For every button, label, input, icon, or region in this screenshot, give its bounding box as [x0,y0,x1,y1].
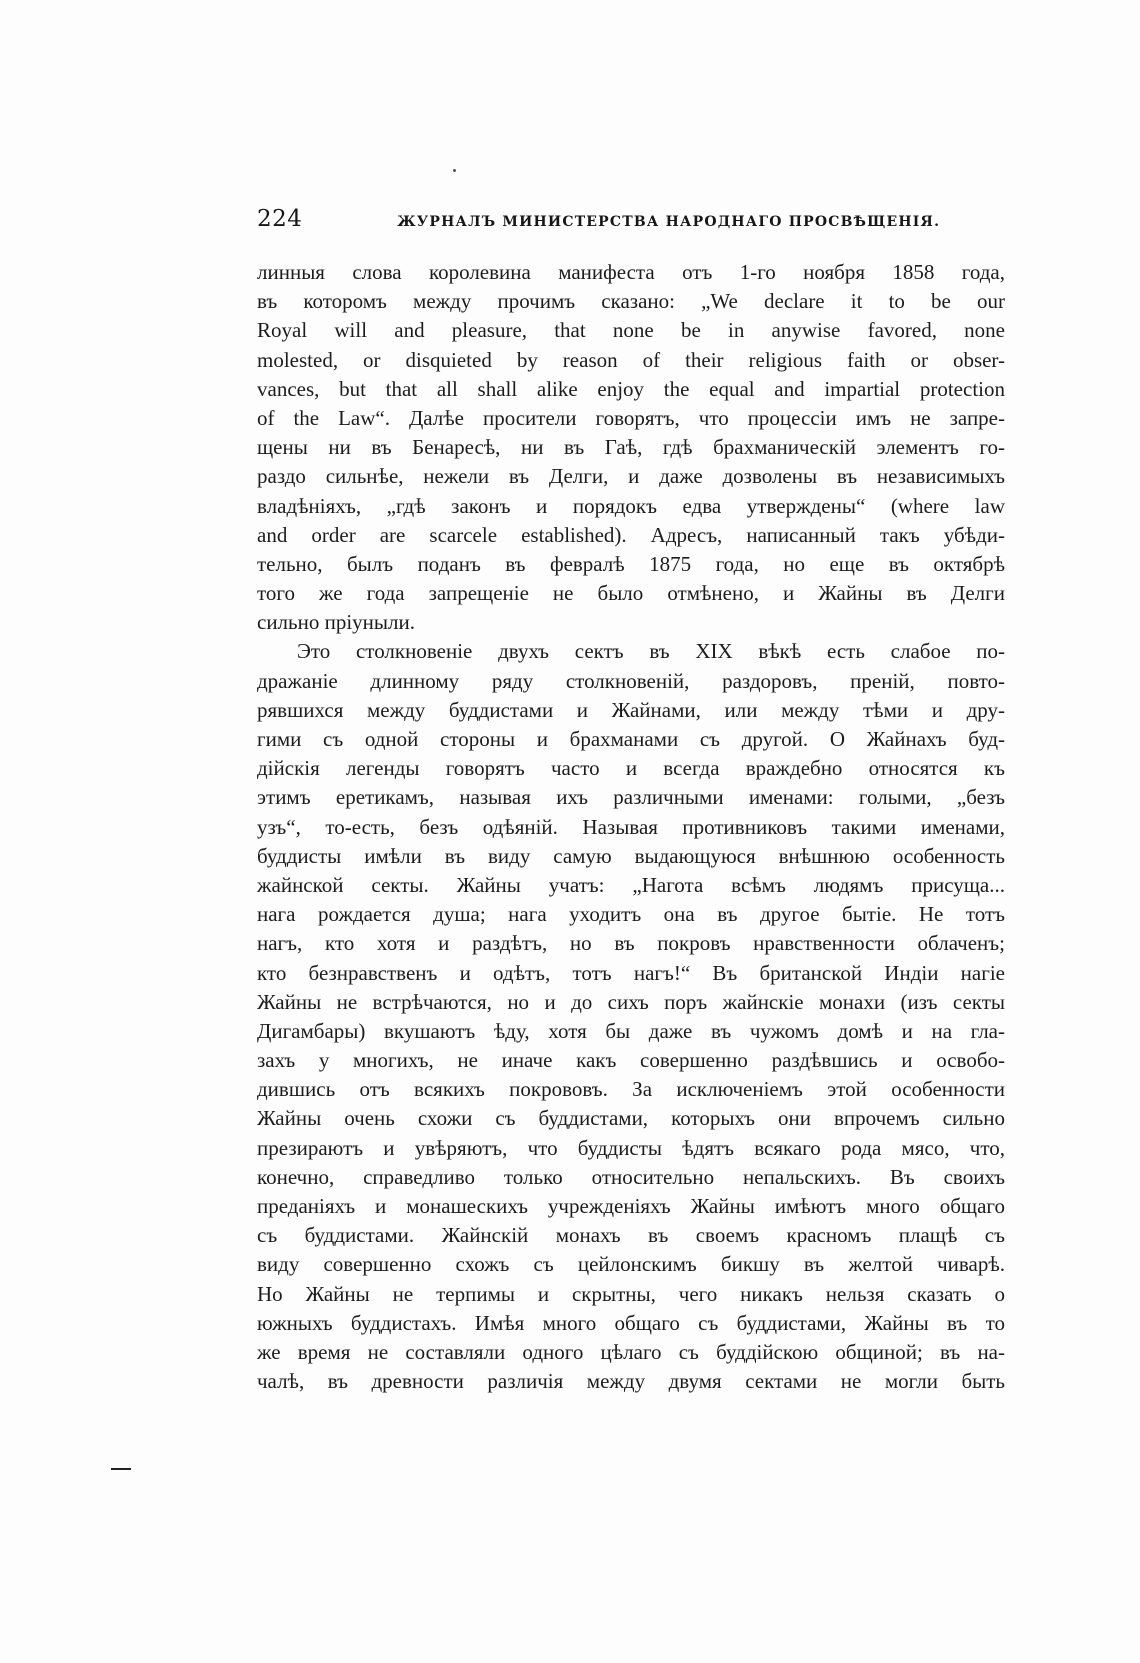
text-line: дражаніе длинному ряду столкновеній, раздоровъ, преній, повто- [257,668,1005,693]
text-line: щены ни въ Бенаресѣ, ни въ Гаѣ, гдѣ брахманическій элементъ го- [257,435,1005,460]
text-line: преданіяхъ и монашескихъ учрежденіяхъ Жайны имѣютъ много общаго [257,1194,1005,1218]
page-number: 224 [257,206,303,232]
paragraph-start-line: Это столкновеніе двухъ сектъ въ XIX вѣкѣ есть слабое по- [297,639,1005,664]
text-line: of the Law“. Далѣе просители говорятъ, что процессіи имъ не запре- [257,405,1005,430]
text-line: Жайны не встрѣчаются, но и до сихъ поръ жайнскіе монахи (изъ секты [257,989,1005,1014]
text-line: Жайны очень схожи съ буддистами, которыхъ они впрочемъ сильно [257,1106,1005,1131]
text-line: чалѣ, въ древности различія между двумя сектами не могли быть [257,1369,1005,1394]
text-line: этимъ еретикамъ, называя ихъ различными именами: голыми, „безъ [257,785,1005,810]
text-line: же время не составляли одного цѣлаго съ буддійскою общиной; въ на- [257,1339,1005,1364]
text-line: буддисты имѣли въ виду самую выдающуюся внѣшнюю особенность [257,843,1005,868]
text-line: and order are scarcele established). Адресъ, написанный такъ убѣди- [257,522,1005,547]
text-line: южныхъ буддистахъ. Имѣя много общаго съ буддистами, Жайны въ то [257,1310,1005,1335]
text-line: Дигамбары) вкушаютъ ѣду, хотя бы даже въ чужомъ домѣ и на гла- [257,1018,1005,1043]
text-line: Royal will and pleasure, that none be in anywise favored, none [257,318,1005,343]
text-line: дившись отъ всякихъ покрововъ. За исключеніемъ этой особенности [257,1077,1005,1102]
text-line: захъ у многихъ, не иначе какъ совершенно раздѣвшись и освобо- [257,1048,1005,1073]
text-line: узъ“, то-есть, безъ одѣяній. Называя противниковъ такими именами, [257,814,1005,839]
text-line: съ буддистами. Жайнскій монахъ въ своемъ красномъ плащѣ съ [257,1223,1005,1248]
text-line: дійскія легенды говорятъ часто и всегда враждебно относятся къ [257,756,1005,781]
paragraph-end-line: сильно пріуныли. [257,610,415,635]
text-line: гими съ одной стороны и брахманами съ другой. О Жайнахъ буд- [257,727,1005,751]
text-line: Но Жайны не терпимы и скрытны, чего никакъ нельзя сказать о [257,1281,1005,1306]
running-head [257,206,1005,232]
text-line: нага рождается душа; нага уходитъ она въ другое бытіе. Не тотъ [257,902,1005,927]
journal-title: ЖУРНАЛЪ МИНИСТЕРСТВА НАРОДНАГО ПРОСВѢЩЕНІЯ. [397,214,941,230]
print-speck [453,169,456,172]
text-line: molested, or disquieted by reason of their religious faith or obser- [257,347,1005,372]
text-line: презираютъ и увѣряютъ, что буддисты ѣдятъ всякаго рода мясо, что, [257,1135,1005,1160]
text-line: нагъ, кто хотя и раздѣтъ, но въ покровъ нравственности облаченъ; [257,931,1005,956]
text-line: жайнской секты. Жайны учатъ: „Нагота всѣмъ людямъ присуща... [257,872,1005,897]
text-line: того же года запрещеніе не было отмѣнено, и Жайны въ Делги [257,581,1005,606]
text-line: въ которомъ между прочимъ сказано: „We declare it to be our [257,289,1005,314]
text-line: vances, but that all shall alike enjoy the equal and impartial protection [257,376,1005,401]
text-line: конечно, справедливо только относительно непальскихъ. Въ своихъ [257,1164,1005,1189]
text-line: раздо сильнѣе, нежели въ Делги, и даже дозволены въ независимыхъ [257,464,1005,489]
text-line: владѣніяхъ, „гдѣ законъ и порядокъ едва утверждены“ (where law [257,493,1005,518]
text-line: линныя слова королевина манифеста отъ 1-го ноября 1858 года, [257,260,1005,284]
text-line: тельно, былъ поданъ въ февралѣ 1875 года, но еще въ октябрѣ [257,551,1005,576]
text-line: виду совершенно схожъ съ цейлонскимъ бикшу въ желтой чиварѣ. [257,1252,1005,1277]
body-text [257,258,1005,1396]
margin-dash [111,1468,131,1470]
text-line: рявшихся между буддистами и Жайнами, или между тѣми и дру- [257,697,1005,722]
text-line: кто безнравственъ и одѣтъ, тотъ нагъ!“ Въ британской Индіи нагіе [257,960,1005,985]
